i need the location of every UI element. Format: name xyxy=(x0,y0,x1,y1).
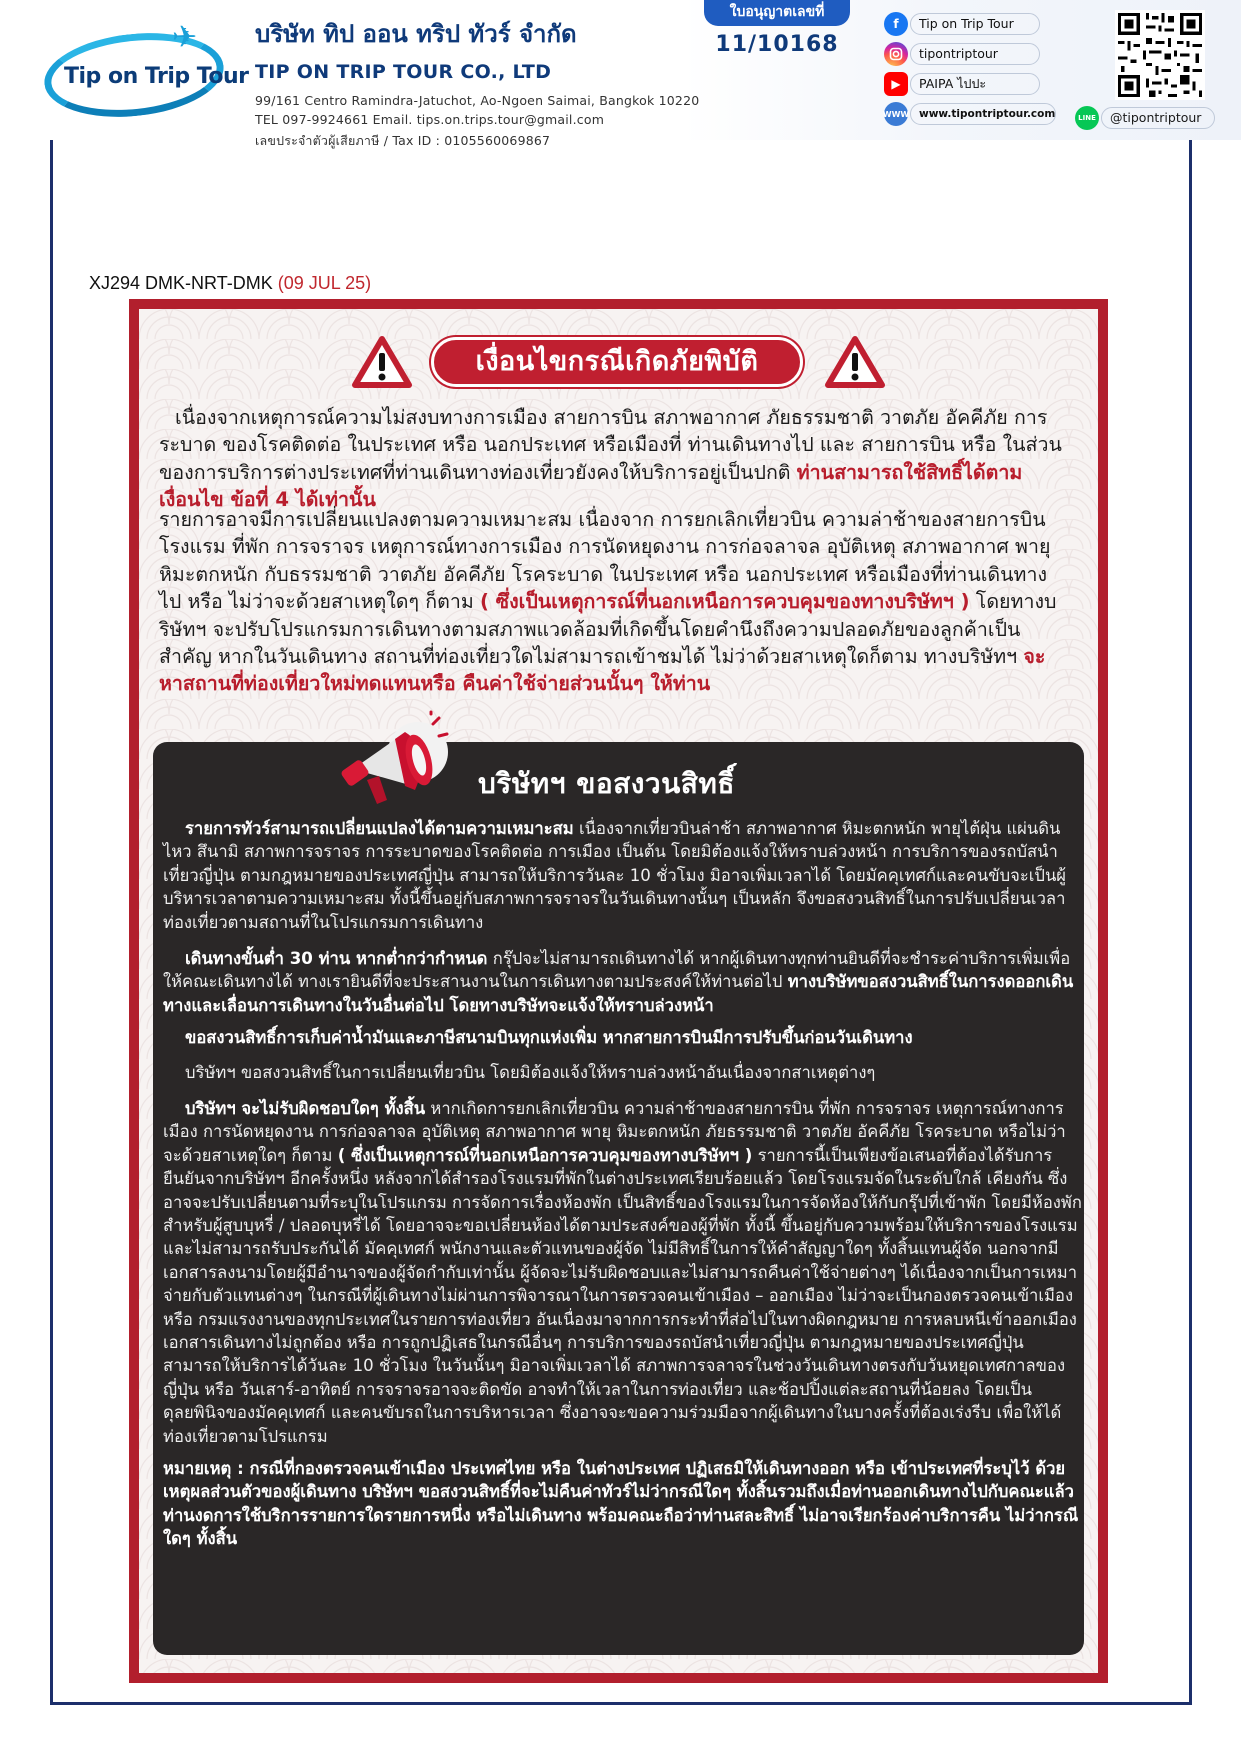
company-tax-id: เลขประจำตัวผู้เสียภาษี / Tax ID : 0105560069867 xyxy=(255,133,551,148)
warning-triangle-icon xyxy=(352,335,412,389)
social-line[interactable] xyxy=(1075,107,1215,129)
instagram-handle: tipontriptour xyxy=(910,43,1040,65)
flight-info xyxy=(89,273,371,294)
reservation-rights-panel xyxy=(153,742,1084,1655)
company-name-english: TIP ON TRIP TOUR CO., LTD xyxy=(255,61,552,83)
page-border-bottom xyxy=(50,1702,1192,1705)
social-website[interactable] xyxy=(882,102,1056,126)
company-name-thai: บริษัท ทิป ออน ทริป ทัวร์ จำกัด xyxy=(255,20,577,48)
youtube-icon: ▶ xyxy=(884,72,908,96)
clause-fuel-tax: ขอสงวนสิทธิ์การเก็บค่าน้ำมันและภาษีสนามบินทุกแห่งเพิ่ม หากสายการบินมีการปรับขึ้นก่อนวันเดินทาง xyxy=(185,1028,913,1047)
social-youtube[interactable] xyxy=(884,72,1040,96)
qr-code[interactable] xyxy=(1115,10,1205,100)
clause-flight-change: บริษัทฯ ขอสงวนสิทธิ์ในการเปลี่ยนเที่ยวบิน โดยมิต้องแจ้งให้ทราบล่วงหน้าอันเนื่องจากสาเหตุต่างๆ xyxy=(185,1063,876,1082)
megaphone-icon xyxy=(333,714,453,814)
clause-itinerary-change: รายการทัวร์สามารถเปลี่ยนแปลงได้ตามความเหมาะสม เนื่องจากเที่ยวบินล่าช้า สภาพอากาศ หิมะตกหนัก พายุไต้ฝุ่น แผ่นดินไหว สึนามิ สภาพการจราจร การระบาดของโรคติดต่อ การเมือง เป็นต้น โดยมิต้องแจ้งให้ทราบล่วงหน้า การบริการของรถบัสนำเที่ยวญี่ปุ่น ตามกฎหมายของประเทศญี่ปุ่น สามารถให้บริการวันละ 10 ชั่วโมง มิอาจเพิ่มเวลาได้ โดยมัคคุเทศก์และคนขับจะเป็นผู้บริหารเวลาตามความเหมาะสม ทั้งนี้ขึ้นอยู่กับสภาพการจราจรในวันเดินทางนั้นๆ เป็นหลัก จึงขอสงวนสิทธิ์ในการปรับเปลี่ยนเวลาท่องเที่ยวตามสถานที่ในโปรแกรมการเดินทาง xyxy=(163,819,1067,932)
poster-header xyxy=(139,329,1098,399)
page-border-right xyxy=(1189,140,1192,1705)
social-facebook[interactable] xyxy=(884,12,1040,36)
company-info xyxy=(255,14,699,151)
poster-body xyxy=(139,309,1098,1673)
license-block xyxy=(696,0,858,68)
license-label: ใบอนุญาตเลขที่ xyxy=(704,0,850,26)
facebook-handle: Tip on Trip Tour xyxy=(910,13,1040,35)
facebook-icon: f xyxy=(884,12,908,36)
website-icon: WWW xyxy=(884,102,908,126)
flight-date: (09 JUL 25) xyxy=(277,273,372,293)
company-address: 99/161 Centro Ramindra-Jatuchot, Ao-Ngoen Saimai, Bangkok 10220 xyxy=(255,93,700,108)
clause-minimum-travelers: เดินทางขั้นต่ำ 30 ท่าน หากต่ำกว่ากำหนด กรุ๊ปจะไม่สามารถเดินทางได้ หากผู้เดินทางทุกท่านยินดีที่จะชำระค่าบริการเพิ่มเพื่อให้คณะเดินทางได้ ทางเรายินดีที่จะประสานงานในการเดินทางตามประสงค์ให้ท่านต่อไป ทางบริษัทขอสงวนสิทธิ์ในการงดออกเดินทางและเลื่อนการเดินทางในวันอื่นต่อไป โดยทางบริษัทจะแจ้งให้ทราบล่วงหน้า xyxy=(163,949,1074,1015)
clause-liability: บริษัทฯ จะไม่รับผิดชอบใดๆ ทั้งสิ้น หากเกิดการยกเลิกเที่ยวบิน ความล่าช้าของสายการบิน ที่พัก การจราจร เหตุการณ์ทางการเมือง การนัดหยุดงาน การก่อจลาจล อุบัติเหตุ สภาพอากาศ พายุ หิมะตกหนัก ภัยธรรมชาติ วาตภัย อัคคีภัย โรคระบาด หรือไม่ว่าจะด้วยสาเหตุใดๆ ก็ตาม ( ซึ่งเป็นเหตุการณ์ที่นอกเหนือการควบคุมของทางบริษัทฯ ) รายการนี้เป็นเพียงข้อเสนอที่ต้องได้รับการยืนยันจากบริษัทฯ อีกครั้งหนึ่ง หลังจากได้สำรองโรงแรมที่พักในต่างประเทศเรียบร้อยแล้ว โดยโรงแรมจัดในระดับใกล้ เคียงกัน ซึ่งอาจจะปรับเปลี่ยนตามที่ระบุในโปรแกรม การจัดการเรื่องห้องพัก เป็นสิทธิ์ของโรงแรมในการจัดห้องให้กับกรุ๊ปที่เข้าพัก โดยมีห้องพักสำหรับผู้สูบบุหรี่ / ปลอดบุหรี่ได้ โดยอาจจะขอเปลี่ยนห้องได้ตามประสงค์ของผู้ที่พัก ทั้งนี้ ขึ้นอยู่กับความพร้อมให้บริการของโรงแรม และไม่สามารถรับประกันได้ มัคคุเทศก์ พนักงานและตัวแทนของผู้จัด ไม่มีสิทธิ์ในการให้คำสัญญาใดๆ ทั้งสิ้นแทนผู้จัด นอกจากมีเอกสารลงนามโดยผู้มีอำนาจของผู้จัดกำกับเท่านั้น ผู้จัดจะไม่รับผิดชอบและไม่สามารถคืนค่าใช้จ่ายต่างๆ ได้เนื่องจากเป็นการเหมาจ่ายกับตัวแทนต่างๆ ในกรณีที่ผู้เดินทางไม่ผ่านการพิจารณาในการตรวจคนเข้าเมือง – ออกเมือง ไม่ว่าจะเป็นกองตรวจคนเข้าเมืองหรือ กรมแรงงานของทุกประเทศในรายการท่องเที่ยว อันเนื่องมาจากการกระทำที่ส่อไปในทางผิดกฎหมาย การหลบหนีเข้าออกเมือง เอกสารเดินทางไม่ถูกต้อง หรือ การถูกปฏิเสธในกรณีอื่นๆ การบริการของรถบัสนำเที่ยวญี่ปุ่น ตามกฎหมายของประเทศญี่ปุ่น สามารถให้บริการได้วันละ 10 ชั่วโมง ในวันนั้นๆ มิอาจเพิ่มเวลาได้ สภาพการจลาจรในช่วงวันเดินทางตรงกับวันหยุดเทศกาลของญี่ปุ่น หรือ วันเสาร์-อาทิตย์ การจราจรอาจจะติดขัด อาจทำให้เวลาในการท่องเที่ยว และช้อปปิ้งแต่ละสถานที่น้อยลง โดยเป็นดุลยพินิจของมัคคุเทศก์ และคนขับรถในการบริหารเวลา ซึ่งอาจจะขอความร่วมมือจากผู้เดินทางในบางครั้งที่ต้องเร่งรีบ เพื่อให้ได้ท่องเที่ยวตามโปรแกรม xyxy=(163,1099,1082,1446)
instagram-icon xyxy=(884,42,908,66)
conditions-poster xyxy=(129,299,1108,1683)
panel-title: บริษัทฯ ขอสงวนสิทธิ์ xyxy=(478,767,735,800)
warning-triangle-icon xyxy=(825,335,885,389)
line-id: @tipontriptour xyxy=(1101,107,1215,129)
logo-wordmark: Tip on Trip Tour xyxy=(64,64,249,89)
social-links xyxy=(882,12,1056,132)
youtube-channel: PAIPA ไปปะ xyxy=(910,73,1040,95)
letterhead xyxy=(0,0,1241,148)
company-logo xyxy=(44,20,249,120)
flight-code: XJ294 DMK-NRT-DMK xyxy=(89,273,273,293)
paragraph-disaster-condition: เนื่องจากเหตุการณ์ความไม่สงบทางการเมือง สายการบิน สภาพอากาศ ภัยธรรมชาติ วาตภัย อัคคีภัย การระบาด ของโรคติดต่อ ในประเทศ หรือ นอกประเทศ หรือเมืองที่ ท่านเดินทางไป และ สายการบิน หรือ ในส่วนของการบริการต่างประเทศที่ท่านเดินทางท่องเที่ยวยังคงให้บริการอยู่เป็นปกติ ท่านสามารถใช้สิทธิ์ได้ตามเงื่อนไข ข้อที่ 4 ได้เท่านั้น xyxy=(159,406,1062,512)
license-number: 11/10168 xyxy=(715,32,839,57)
poster-title: เงื่อนไขกรณีเกิดภัยพิบัติ xyxy=(431,337,803,387)
airplane-icon: ✈ xyxy=(172,20,198,55)
clause-note: หมายเหตุ : กรณีที่กองตรวจคนเข้าเมือง ประเทศไทย หรือ ในต่างประเทศ ปฏิเสธมิให้เดินทางออก หรือ เข้าประเทศที่ระบุไว้ ด้วยเหตุผลส่วนตัวของผู้เดินทาง บริษัทฯ ขอสงวนสิทธิ์ที่จะไม่คืนค่าทัวร์ไม่ว่ากรณีใดๆ ทั้งสิ้นรวมถึงเมื่อท่านออกเดินทางไปกับคณะแล้ว ท่านงดการใช้บริการรายการใดรายการหนึ่ง หรือไม่เดินทาง พร้อมคณะถือว่าท่านสละสิทธิ์ ไม่อาจเรียกร้องค่าบริการคืน ไม่ว่ากรณีใดๆ ทั้งสิ้น xyxy=(163,1459,1079,1549)
social-instagram[interactable] xyxy=(884,42,1040,66)
line-icon: LINE xyxy=(1075,106,1099,130)
paragraph-itinerary-change: รายการอาจมีการเปลี่ยนแปลงตามความเหมาะสม เนื่องจาก การยกเลิกเที่ยวบิน ความล่าช้าของสายการบิน โรงแรม ที่พัก การจราจร เหตุการณ์ทางการเมือง การนัดหยุดงาน การก่อจลาจล อุบัติเหตุ สภาพอากาศ พายุ หิมะตกหนัก กับธรรมชาติ วาตภัย อัคคีภัย โรคระบาด ในประเทศ หรือ นอกประเทศ หรือเมืองที่ท่านเดินทางไป หรือ ไม่ว่าจะด้วยสาเหตุใดๆ ก็ตาม ( ซึ่งเป็นเหตุการณ์ที่นอกเหนือการควบคุมของทางบริษัทฯ ) โดยทางบริษัทฯ จะปรับโปรแกรมการเดินทางตามสภาพแวดล้อมที่เกิดขึ้นโดยคำนึงถึงความปลอดภัยของลูกค้าเป็นสำคัญ หากในวันเดินทาง สถานที่ท่องเที่ยวใดไม่สามารถเข้าชมได้ ไม่ว่าด้วยสาเหตุใดก็ตาม ทางบริษัทฯ จะหาสถานที่ท่องเที่ยวใหม่ทดแทนหรือ คืนค่าใช้จ่ายส่วนนั้นๆ ให้ท่าน xyxy=(159,508,1057,696)
website-url: www.tipontriptour.com xyxy=(910,103,1056,125)
company-contact: TEL 097-9924661 Email. tips.on.trips.tour@gmail.com xyxy=(255,112,605,127)
page-border-left xyxy=(50,140,53,1705)
